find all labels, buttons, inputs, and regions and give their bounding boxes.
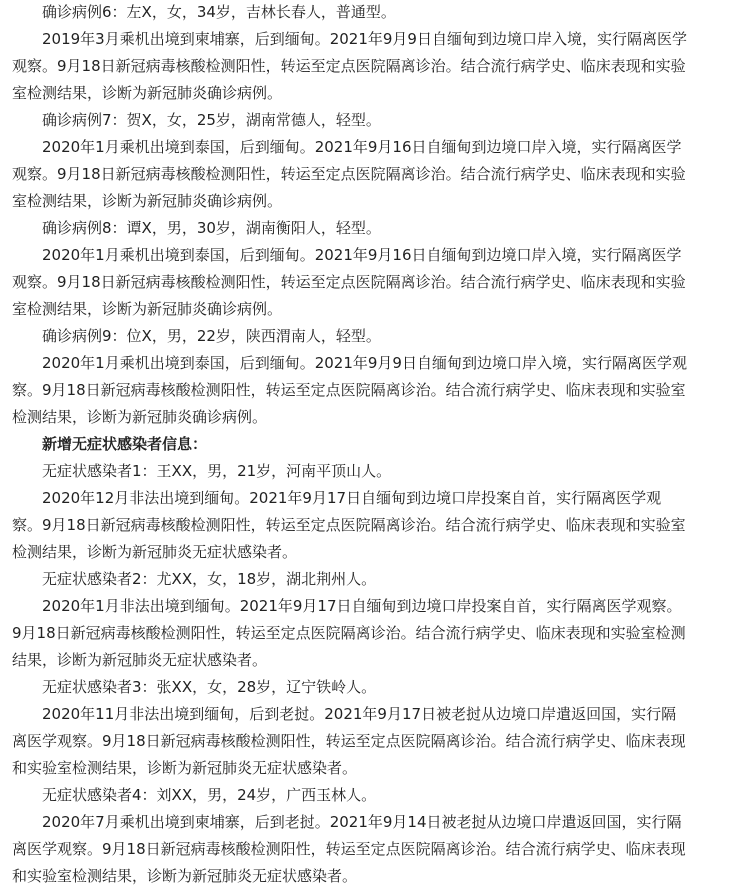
asymptomatic-4-details: 2020年7月乘机出境到柬埔寨，后到老挝。2021年9月14日被老挝从边境口岸遣返回国，实行隔离医学观察。9月18日新冠病毒核酸检测阳性，转运至定点医院隔离诊治。结合流行病学史、临床表现和实验室检测结果，诊断为新冠肺炎无症状感染者。 xyxy=(12,813,686,885)
asymptomatic-1-details: 2020年12月非法出境到缅甸。2021年9月17日自缅甸到边境口岸投案自首，实行隔离医学观察。9月18日新冠病毒核酸检测阳性，转运至定点医院隔离诊治。结合流行病学史、临床表现和实验室检测结果，诊断为新冠肺炎无症状感染者。 xyxy=(12,489,686,561)
case-8-details: 2020年1月乘机出境到泰国，后到缅甸。2021年9月16日自缅甸到边境口岸入境，实行隔离医学观察。9月18日新冠病毒核酸检测阳性，转运至定点医院隔离诊治。结合流行病学史、临床表现和实验室检测结果，诊断为新冠肺炎确诊病例。 xyxy=(12,246,686,318)
case-6-summary: 确诊病例6：左X，女，34岁，吉林长春人，普通型。 xyxy=(42,3,396,21)
asymptomatic-1-summary: 无症状感染者1：王XX，男，21岁，河南平顶山人。 xyxy=(42,462,392,480)
asymptomatic-2-details: 2020年1月非法出境到缅甸。2021年9月17日自缅甸到边境口岸投案自首，实行隔离医学观察。9月18日新冠病毒核酸检测阳性，转运至定点医院隔离诊治。结合流行病学史、临床表现和实验室检测结果，诊断为新冠肺炎无症状感染者。 xyxy=(12,597,686,669)
asymptomatic-4-summary: 无症状感染者4：刘XX，男，24岁，广西玉林人。 xyxy=(42,786,377,804)
case-9-summary: 确诊病例9：位X，男，22岁，陕西渭南人，轻型。 xyxy=(42,327,381,345)
asymptomatic-3-summary: 无症状感染者3：张XX，女，28岁，辽宁铁岭人。 xyxy=(42,678,377,696)
asymptomatic-2-summary: 无症状感染者2：尤XX，女，18岁，湖北荆州人。 xyxy=(42,570,377,588)
case-9-details: 2020年1月乘机出境到泰国，后到缅甸。2021年9月9日自缅甸到边境口岸入境，实行隔离医学观察。9月18日新冠病毒核酸检测阳性，转运至定点医院隔离诊治。结合流行病学史、临床表现和实验室检测结果，诊断为新冠肺炎确诊病例。 xyxy=(12,354,687,426)
case-8-summary: 确诊病例8：谭X，男，30岁，湖南衡阳人，轻型。 xyxy=(42,219,381,237)
asymptomatic-section-heading: 新增无症状感染者信息： xyxy=(42,435,208,453)
asymptomatic-3-details: 2020年11月非法出境到缅甸，后到老挝。2021年9月17日被老挝从边境口岸遣返回国，实行隔离医学观察。9月18日新冠病毒核酸检测阳性，转运至定点医院隔离诊治。结合流行病学史、临床表现和实验室检测结果，诊断为新冠肺炎无症状感染者。 xyxy=(12,705,686,777)
case-7-summary: 确诊病例7：贺X，女，25岁，湖南常德人，轻型。 xyxy=(42,111,381,129)
case-7-details: 2020年1月乘机出境到泰国，后到缅甸。2021年9月16日自缅甸到边境口岸入境，实行隔离医学观察。9月18日新冠病毒核酸检测阳性，转运至定点医院隔离诊治。结合流行病学史、临床表现和实验室检测结果，诊断为新冠肺炎确诊病例。 xyxy=(12,138,686,210)
article-body xyxy=(12,0,687,890)
case-6-details: 2019年3月乘机出境到柬埔寨，后到缅甸。2021年9月9日自缅甸到边境口岸入境，实行隔离医学观察。9月18日新冠病毒核酸检测阳性，转运至定点医院隔离诊治。结合流行病学史、临床表现和实验室检测结果，诊断为新冠肺炎确诊病例。 xyxy=(12,30,687,102)
